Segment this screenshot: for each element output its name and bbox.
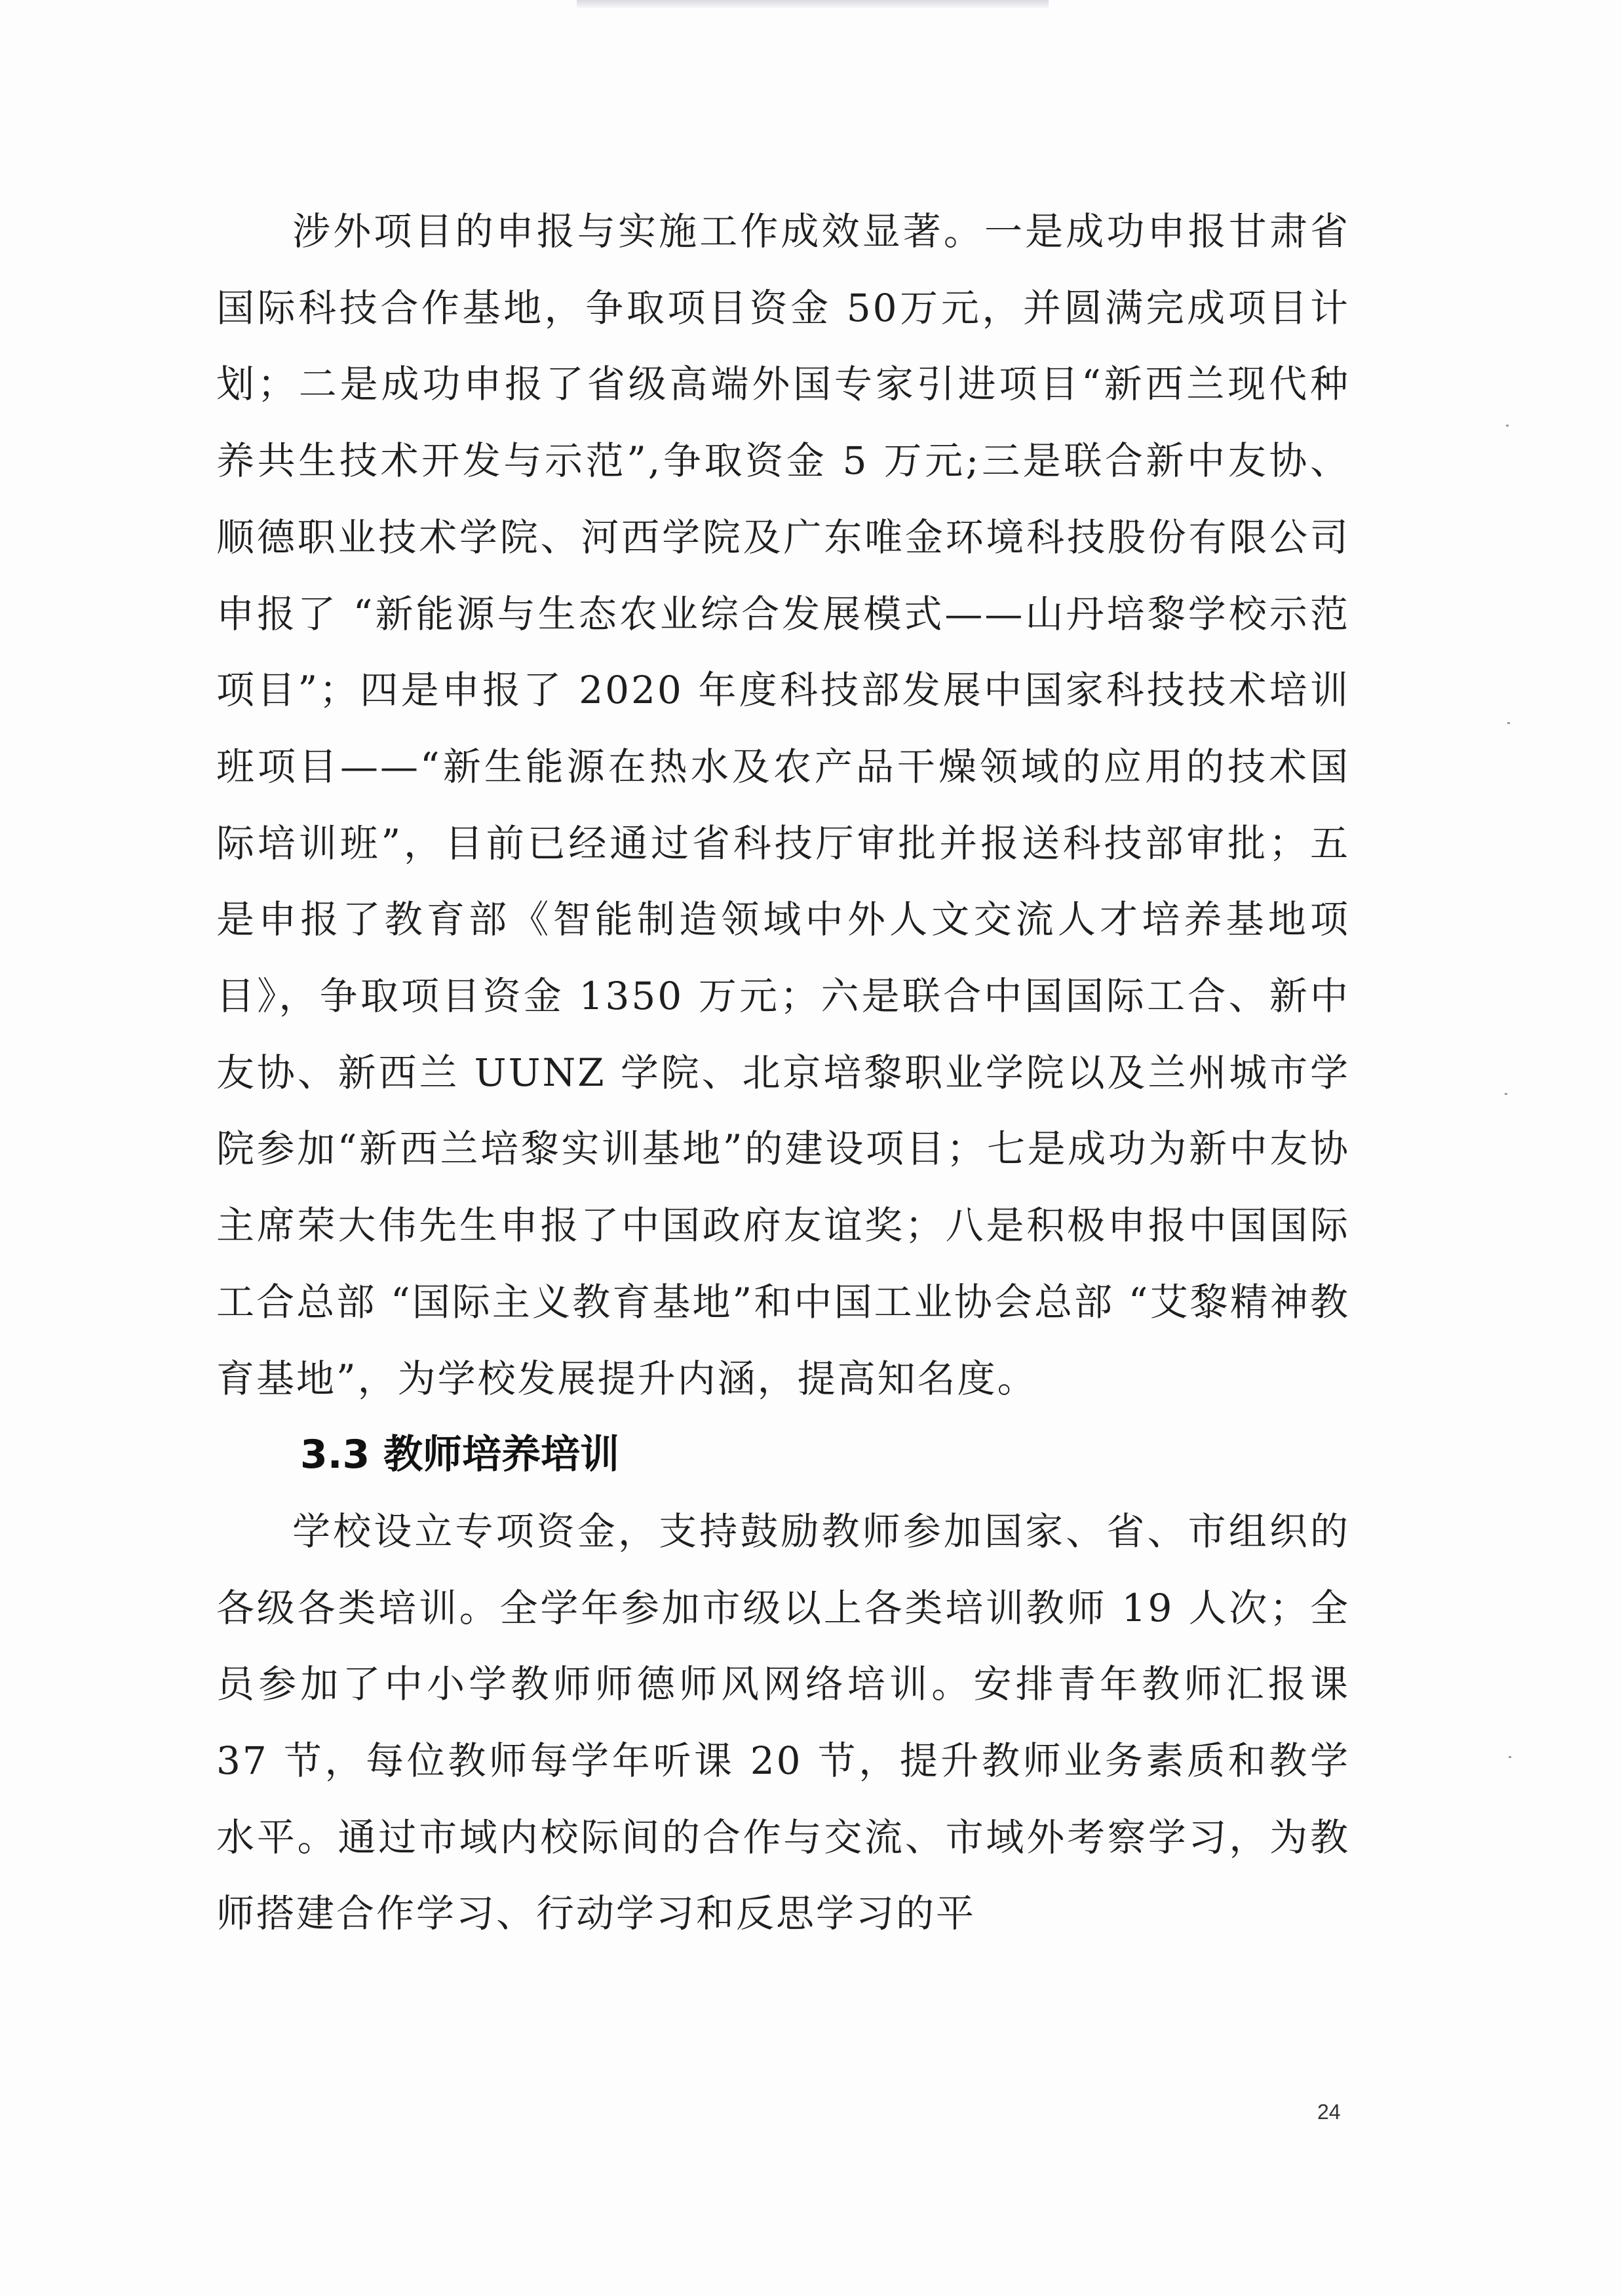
scan-speck [1506, 425, 1509, 427]
document-body [216, 193, 1350, 1952]
paragraph-foreign-projects: 涉外项目的申报与实施工作成效显著。一是成功申报甘肃省国际科技合作基地，争取项目资金 50万元，并圆满完成项目计划；二是成功申报了省级高端外国专家引进项目“新西兰现代种养共生技术开发与示范”,争取资金 5 万元;三是联合新中友协、顺德职业技术学院、河西学院及广东唯金环境科技股份有限公司申报了 “新能源与生态农业综合发展模式——山丹培黎学校示范项目”；四是申报了 2020 年度科技部发展中国家科技技术培训班项目——“新生能源在热水及农产品干燥领域的应用的技术国际培训班”，目前已经通过省科技厅审批并报送科技部审批；五是申报了教育部《智能制造领域中外人文交流人才培养基地项目》，争取项目资金 1350 万元；六是联合中国国际工合、新中友协、新西兰 UUNZ 学院、北京培黎职业学院以及兰州城市学院参加“新西兰培黎实训基地”的建设项目；七是成功为新中友协主席荣大伟先生申报了中国政府友谊奖；八是积极申报中国国际工合总部 “国际主义教育基地”和中国工业协会总部 “艾黎精神教育基地”，为学校发展提升内涵，提高知名度。 [216, 209, 1350, 1401]
scan-speck [1507, 722, 1510, 724]
page-number: 24 [1317, 2100, 1341, 2124]
scan-speck [1509, 1756, 1511, 1758]
section-heading: 3.3 教师培养培训 [300, 1432, 620, 1478]
paragraph-teacher-training: 学校设立专项资金，支持鼓励教师参加国家、省、市组织的各级各类培训。全学年参加市级以上各类培训教师 19 人次；全员参加了中小学教师师德师风网络培训。安排青年教师汇报课 37 节，每位教师每学年听课 20 节，提升教师业务素质和教学水平。通过市域内校际间的合作与交流、市域外考察学习，为教师搭建合作学习、行动学习和反思学习的平 [216, 1508, 1350, 1936]
scan-artifact [577, 0, 1049, 9]
scan-speck [1505, 1093, 1507, 1095]
